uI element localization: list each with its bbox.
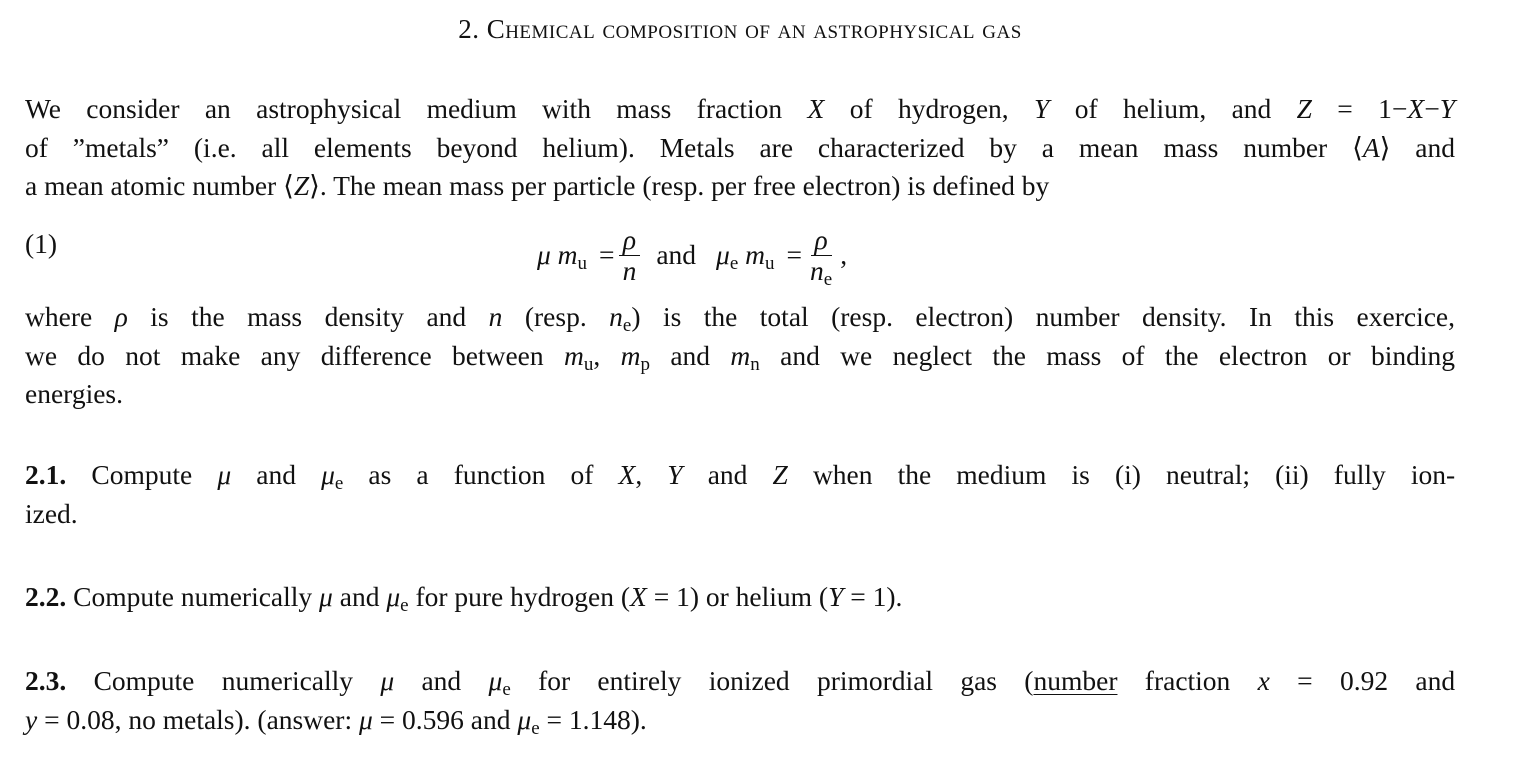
question-2-3-line-1: 2.3. Compute numerically μ and $\mu_e$ for entirely ionized primordial gas (number fraction x = 0.92 and — [25, 665, 1456, 700]
question-2-2-line-1: 2.2. Compute numerically μ and $\mu_e$ for pure hydrogen (X = 1) or helium (Y = 1). — [25, 581, 903, 616]
question-2-1 — [25, 456, 1455, 533]
question-2-2 — [25, 578, 1455, 617]
intro-line-2: of ”metals” (i.e. all elements beyond helium). Metals are characterized by a mean mass number ⟨A⟩ and — [25, 131, 1455, 163]
section-number: 2. — [458, 14, 480, 44]
equation-1 — [25, 220, 1455, 290]
intro-paragraph — [25, 90, 1455, 206]
question-2-3-line-2: y = 0.08, no metals). (answer: μ = 0.596 and $\mu_e = 1.148$). — [25, 703, 647, 739]
definitions-line-3: energies. — [25, 378, 123, 409]
question-2-3 — [25, 662, 1455, 739]
section-title — [0, 14, 1480, 45]
fraction-rho-over-n: $\frac{\rho}{n}$ — [619, 227, 641, 284]
equation-body: μ $m_u$ = $\frac{\rho}{n}$ and $\mu_e$ $m_u$ = $\frac{\rho}{n_e}$ , — [537, 223, 848, 290]
intro-line-1: We consider an astrophysical medium with mass fraction X of hydrogen, Y of helium, and Z = 1−X−Y — [25, 93, 1456, 124]
definitions-line-2: we do not make any difference between $m_u$, $m_p$ and $m_n$ and we neglect the mass of the electron or binding — [25, 339, 1456, 375]
fraction-rho-over-ne: $\frac{\rho}{n_e}$ — [810, 223, 833, 290]
equation-and: and — [656, 239, 697, 270]
question-2-1-line-1: 2.1. Compute μ and $\mu_e$ as a function of X, Y and Z when the medium is (i) neutral; (ii) fully ion- — [25, 459, 1456, 494]
section-title-text: Chemical composition of an astrophysical gas — [486, 14, 1022, 44]
definitions-paragraph — [25, 298, 1455, 414]
intro-line-3: a mean atomic number ⟨Z⟩. The mean mass per particle (resp. per free electron) is defined by — [25, 170, 1050, 201]
equation-label: (1) — [25, 228, 58, 259]
definitions-line-1: where ρ is the mass density and n (resp. $n_e$) is the total (resp. electron) number density. In this exercice, — [25, 301, 1456, 336]
question-2-1-line-2: ized. — [25, 497, 78, 529]
